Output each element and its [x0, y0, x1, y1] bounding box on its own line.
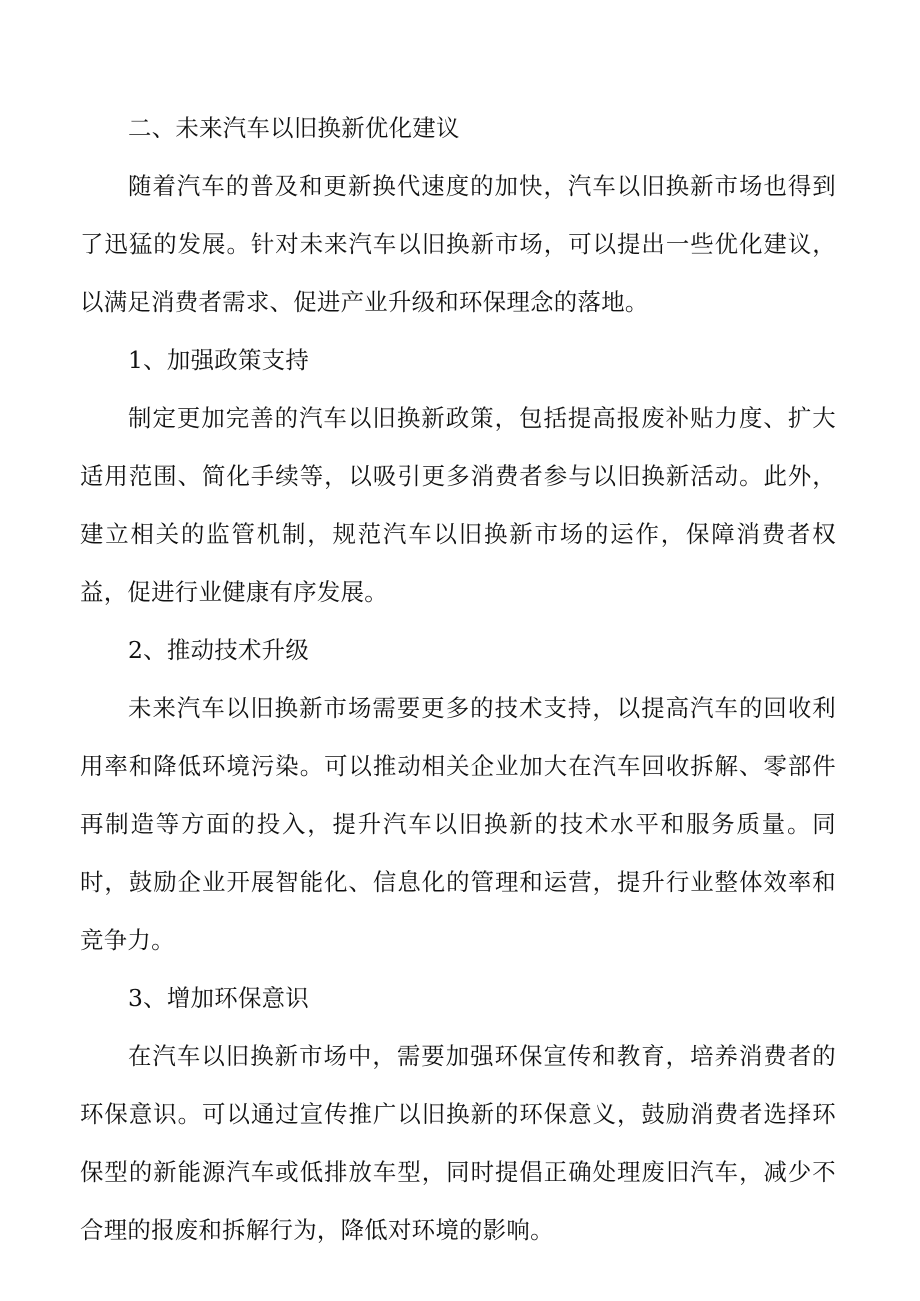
intro-paragraph: 随着汽车的普及和更新换代速度的加快，汽车以旧换新市场也得到了迅猛的发展。针对未来汽车以旧换新市场，可以提出一些优化建议，以满足消费者需求、促进产业升级和环保理念的落地。 — [80, 172, 836, 316]
document-page — [80, 99, 836, 1259]
subsection-heading-environment: 3、增加环保意识 — [128, 984, 310, 1012]
subsection-body-technology: 未来汽车以旧换新市场需要更多的技术支持，以提高汽车的回收利用率和降低环境污染。可以推动相关企业加大在汽车回收拆解、零部件再制造等方面的投入，提升汽车以旧换新的技术水平和服务质量。同时，鼓励企业开展智能化、信息化的管理和运营，提升行业整体效率和竞争力。 — [80, 694, 836, 954]
subsection-heading-policy: 1、加强政策支持 — [128, 346, 310, 374]
subsection-body-environment: 在汽车以旧换新市场中，需要加强环保宣传和教育，培养消费者的环保意识。可以通过宣传推广以旧换新的环保意义，鼓励消费者选择环保型的新能源汽车或低排放车型，同时提倡正确处理废旧汽车，减少不合理的报废和拆解行为，降低对环境的影响。 — [80, 1042, 836, 1244]
subsection-heading-technology: 2、推动技术升级 — [128, 636, 310, 664]
section-title: 二、未来汽车以旧换新优化建议 — [128, 114, 460, 142]
subsection-body-policy: 制定更加完善的汽车以旧换新政策，包括提高报废补贴力度、扩大适用范围、简化手续等，以吸引更多消费者参与以旧换新活动。此外，建立相关的监管机制，规范汽车以旧换新市场的运作，保障消费者权益，促进行业健康有序发展。 — [80, 404, 836, 606]
